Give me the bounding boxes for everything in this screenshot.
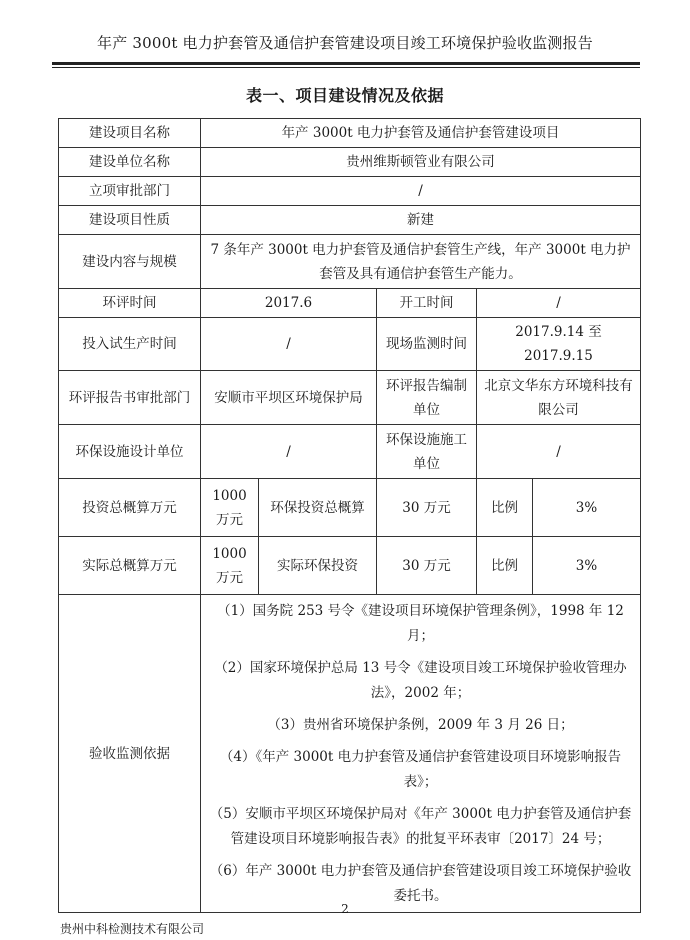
value-budget-ratio: 3% [533,479,641,537]
label-eia-compiler: 环评报告编制单位 [377,371,477,425]
value-approval-dept: / [201,177,641,206]
label-trial-time: 投入试生产时间 [59,318,201,371]
value-env-budget: 30 万元 [377,479,477,537]
label-actual-ratio: 比例 [477,537,533,595]
value-nature: 新建 [201,206,641,235]
value-env-design: / [201,425,377,479]
header-rule-thick [52,62,640,65]
value-unit-name: 贵州维斯顿管业有限公司 [201,148,641,177]
label-env-construction: 环保设施施工单位 [377,425,477,479]
label-project-name: 建设项目名称 [59,119,201,148]
table-row [59,119,641,148]
value-eia-time: 2017.6 [201,289,377,318]
page-number: 2 [341,902,349,916]
header-rule-thin [52,67,640,68]
value-monitor-time: 2017.9.14 至 2017.9.15 [477,318,641,371]
label-start-time: 开工时间 [377,289,477,318]
value-scope: 7 条年产 3000t 电力护套管及通信护套管生产线，年产 3000t 电力护套管及具有通信护套管生产能力。 [201,235,641,289]
table-row [59,595,641,913]
value-eia-compiler: 北京文华东方环境科技有限公司 [477,371,641,425]
label-unit-name: 建设单位名称 [59,148,201,177]
label-eia-time: 环评时间 [59,289,201,318]
value-actual-ratio: 3% [533,537,641,595]
label-env-design: 环保设施设计单位 [59,425,201,479]
table-row [59,289,641,318]
basis-list [201,595,641,913]
list-item: （3）贵州省环境保护条例，2009 年 3 月 26 日； [267,716,574,733]
label-nature: 建设项目性质 [59,206,201,235]
table-row [59,425,641,479]
table-row [59,318,641,371]
running-header-title: 年产 3000t 电力护套管及通信护套管建设项目竣工环境保护验收监测报告 [97,34,593,52]
label-env-budget: 环保投资总概算 [259,479,377,537]
list-item: （5）安顺市平坝区环境保护局对《年产 3000t 电力护套管及通信护套管建设项目环境影响报告表》的批复平环表审〔2017〕24 号； [209,805,632,847]
project-info-table [58,118,641,913]
label-eia-approval: 环评报告书审批部门 [59,371,201,425]
table-row [59,371,641,425]
table-row [59,177,641,206]
label-actual: 实际总概算万元 [59,537,201,595]
value-trial-time: / [201,318,377,371]
list-item: （2）国家环境保护总局 13 号令《建设项目竣工环境保护验收管理办法》，2002 年； [214,659,627,701]
list-item: （4）《年产 3000t 电力护套管及通信护套管建设项目环境影响报告表》； [219,748,622,790]
label-budget: 投资总概算万元 [59,479,201,537]
label-basis: 验收监测依据 [59,595,201,913]
label-actual-env: 实际环保投资 [259,537,377,595]
table-row [59,537,641,595]
label-budget-ratio: 比例 [477,479,533,537]
label-scope: 建设内容与规模 [59,235,201,289]
footer-organization: 贵州中科检测技术有限公司 [60,922,205,936]
table-title: 表一、项目建设情况及依据 [245,86,444,105]
label-approval-dept: 立项审批部门 [59,177,201,206]
value-start-time: / [477,289,641,318]
table-row [59,479,641,537]
label-monitor-time: 现场监测时间 [377,318,477,371]
value-eia-approval: 安顺市平坝区环境保护局 [201,371,377,425]
list-item: （6）年产 3000t 电力护套管及通信护套管建设项目竣工环境保护验收委托书。 [209,862,632,904]
value-env-construction: / [477,425,641,479]
table-row [59,206,641,235]
table-row [59,235,641,289]
table-row [59,148,641,177]
value-actual: 1000 万元 [201,537,259,595]
value-actual-env: 30 万元 [377,537,477,595]
value-budget: 1000 万元 [201,479,259,537]
list-item: （1）国务院 253 号令《建设项目环境保护管理条例》，1998 年 12 月； [217,602,624,644]
value-project-name: 年产 3000t 电力护套管及通信护套管建设项目 [201,119,641,148]
